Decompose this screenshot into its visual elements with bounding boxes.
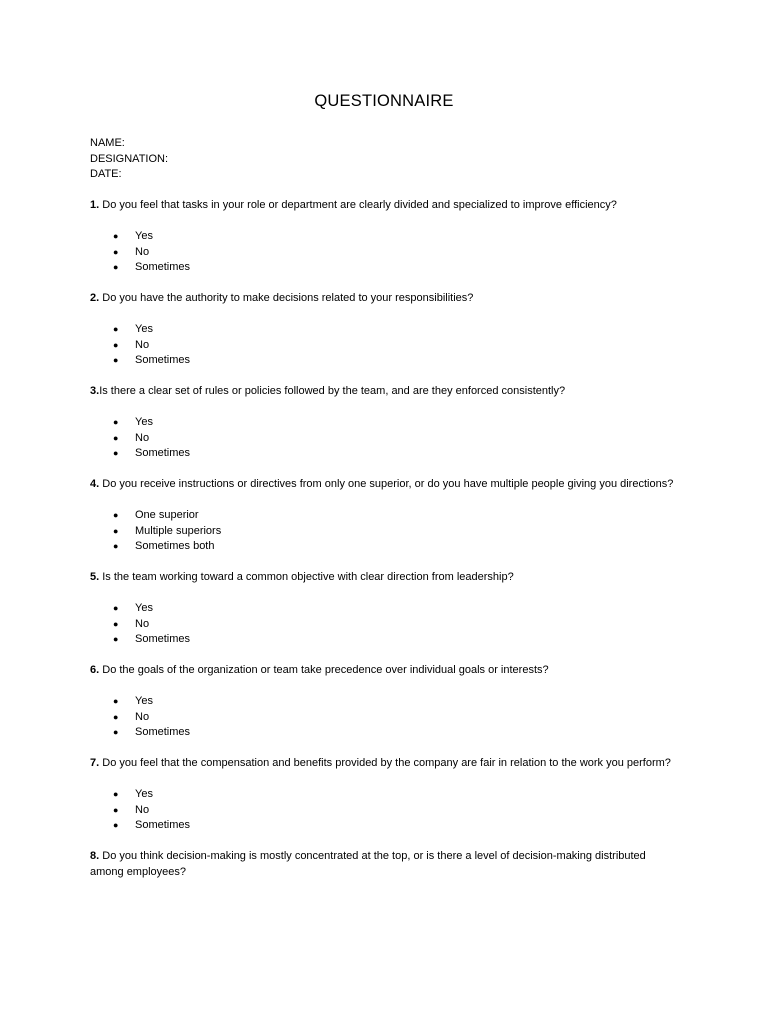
option-label: Yes	[135, 230, 153, 242]
option-item	[90, 524, 675, 540]
question-number: 4.	[90, 478, 100, 490]
date-field-label: DATE:	[90, 168, 122, 180]
question-4	[90, 477, 675, 555]
option-item	[90, 725, 675, 741]
option-item	[90, 632, 675, 648]
option-label: Sometimes	[135, 819, 191, 831]
option-item	[90, 415, 675, 431]
question-text	[90, 198, 675, 214]
bullet-icon: ●	[113, 541, 119, 551]
question-text	[90, 756, 675, 772]
question-text	[90, 384, 675, 400]
bullet-icon: ●	[113, 231, 119, 241]
question-body: Do you feel that tasks in your role or department are clearly divided and specialized to improve efficiency?	[99, 199, 617, 211]
bullet-icon: ●	[113, 727, 119, 737]
question-text	[90, 570, 675, 586]
option-list	[90, 322, 675, 369]
option-item	[90, 818, 675, 834]
question-body: Do you feel that the compensation and benefits provided by the company are fair in relation to the work you perform?	[99, 757, 671, 769]
option-label: No	[135, 803, 150, 816]
option-item	[90, 431, 675, 447]
question-body: Do you think decision-making is mostly concentrated at the top, or is there a level of decision-making distributed among employees?	[90, 850, 646, 878]
option-label: Sometimes	[135, 633, 191, 645]
question-text	[90, 291, 675, 307]
option-item	[90, 694, 675, 710]
option-label: Sometimes	[135, 261, 191, 273]
question-number: 2.	[90, 292, 100, 304]
bullet-icon: ●	[113, 510, 119, 520]
question-3	[90, 384, 675, 462]
bullet-icon: ●	[113, 789, 119, 799]
question-number: 7.	[90, 757, 100, 769]
question-1	[90, 198, 675, 276]
option-label: Yes	[135, 416, 153, 428]
bullet-icon: ●	[113, 262, 119, 272]
question-2	[90, 291, 675, 369]
name-field-label: NAME:	[90, 137, 125, 149]
option-item	[90, 539, 675, 555]
option-item	[90, 508, 675, 524]
question-number: 6.	[90, 664, 100, 676]
bullet-icon: ●	[113, 432, 119, 443]
option-label: Yes	[135, 602, 153, 614]
question-body: Do you receive instructions or directives from only one superior, or do you have multiple people giving you directions?	[99, 478, 674, 490]
bullet-icon: ●	[113, 618, 119, 629]
option-list	[90, 787, 675, 834]
bullet-icon: ●	[113, 804, 119, 815]
question-number: 3.	[90, 385, 100, 397]
option-item	[90, 260, 675, 276]
option-label: No	[135, 431, 150, 444]
option-list	[90, 229, 675, 276]
bullet-icon: ●	[113, 525, 119, 536]
option-label: No	[135, 338, 150, 351]
option-label: Sometimes	[135, 354, 191, 366]
question-number: 8.	[90, 850, 100, 862]
question-body: Do you have the authority to make decisions related to your responsibilities?	[99, 292, 474, 304]
bullet-icon: ●	[113, 339, 119, 350]
option-item	[90, 245, 675, 261]
question-body: Is the team working toward a common objective with clear direction from leadership?	[99, 571, 514, 583]
option-item	[90, 353, 675, 369]
option-label: Sometimes	[135, 726, 191, 738]
bullet-icon: ●	[113, 246, 119, 257]
respondent-fields	[90, 136, 168, 183]
bullet-icon: ●	[113, 820, 119, 830]
question-number: 5.	[90, 571, 100, 583]
bullet-icon: ●	[113, 711, 119, 722]
page-title: QUESTIONNAIRE	[314, 92, 454, 110]
question-7	[90, 756, 675, 834]
bullet-icon: ●	[113, 603, 119, 613]
option-list	[90, 601, 675, 648]
question-text	[90, 477, 675, 493]
option-item	[90, 803, 675, 819]
option-item	[90, 229, 675, 245]
option-label: No	[135, 617, 150, 630]
question-text	[90, 849, 675, 880]
option-item	[90, 710, 675, 726]
bullet-icon: ●	[113, 696, 119, 706]
question-body: Do the goals of the organization or team take precedence over individual goals or interests?	[99, 664, 549, 676]
option-item	[90, 601, 675, 617]
option-label: Yes	[135, 323, 153, 335]
option-list	[90, 415, 675, 462]
option-label: Yes	[135, 788, 153, 800]
bullet-icon: ●	[113, 448, 119, 458]
option-item	[90, 787, 675, 803]
question-text	[90, 663, 675, 679]
designation-field-label: DESIGNATION:	[90, 152, 169, 165]
bullet-icon: ●	[113, 355, 119, 365]
option-label: No	[135, 710, 150, 723]
bullet-icon: ●	[113, 324, 119, 334]
option-label: Sometimes both	[135, 540, 215, 552]
option-item	[90, 338, 675, 354]
question-5	[90, 570, 675, 648]
bullet-icon: ●	[113, 417, 119, 427]
option-item	[90, 446, 675, 462]
option-label: Multiple superiors	[135, 524, 222, 537]
bullet-icon: ●	[113, 634, 119, 644]
option-list	[90, 694, 675, 741]
question-8	[90, 849, 675, 880]
option-label: No	[135, 245, 150, 258]
question-6	[90, 663, 675, 741]
option-label: One superior	[135, 509, 199, 521]
option-label: Sometimes	[135, 447, 191, 459]
option-item	[90, 322, 675, 338]
option-label: Yes	[135, 695, 153, 707]
question-list	[90, 198, 675, 896]
option-item	[90, 617, 675, 633]
option-list	[90, 508, 675, 555]
question-body: Is there a clear set of rules or policies followed by the team, and are they enforced consistently?	[99, 385, 566, 397]
question-number: 1.	[90, 199, 100, 211]
